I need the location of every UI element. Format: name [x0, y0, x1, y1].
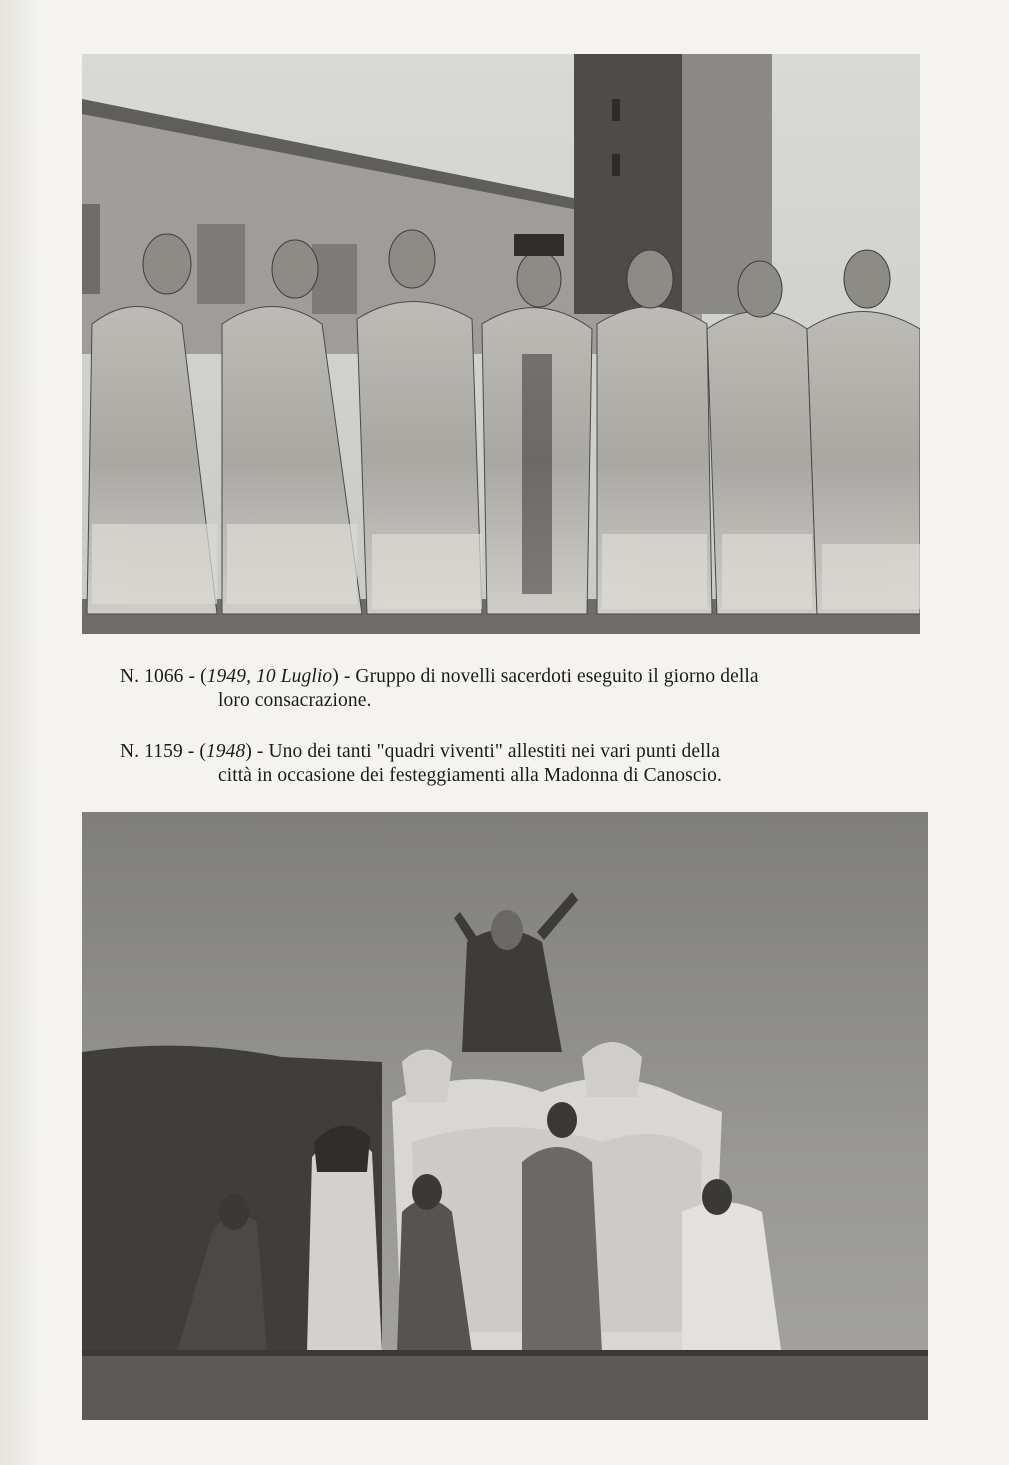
- caption-photo-1066: [120, 665, 880, 713]
- caption-photo-1159: [120, 740, 880, 788]
- photo-priests-group: [82, 54, 920, 634]
- caption-separator: ) -: [245, 741, 269, 762]
- caption-number: N. 1159: [120, 741, 183, 762]
- page-edge-shadow: [0, 0, 40, 1465]
- caption-number: N. 1066: [120, 666, 184, 687]
- photo-tableau-vivant: [82, 812, 928, 1420]
- caption-date: 1949, 10 Luglio: [206, 666, 333, 687]
- photo-tableau-image: [82, 812, 928, 1420]
- caption-text: Gruppo di novelli sacerdoti eseguito il giorno della: [355, 666, 759, 687]
- caption-date: 1948: [205, 741, 246, 762]
- caption-text: Uno dei tanti "quadri viventi" allestiti nei vari punti della: [268, 741, 720, 762]
- caption-separator: - (: [183, 666, 207, 687]
- caption-text-continued: città in occasione dei festeggiamenti alla Madonna di Canoscio.: [218, 765, 722, 786]
- caption-separator: - (: [182, 741, 206, 762]
- caption-separator: ) -: [332, 666, 356, 687]
- caption-text-continued: loro consacrazione.: [218, 690, 372, 711]
- photo-priests-image: [82, 54, 920, 634]
